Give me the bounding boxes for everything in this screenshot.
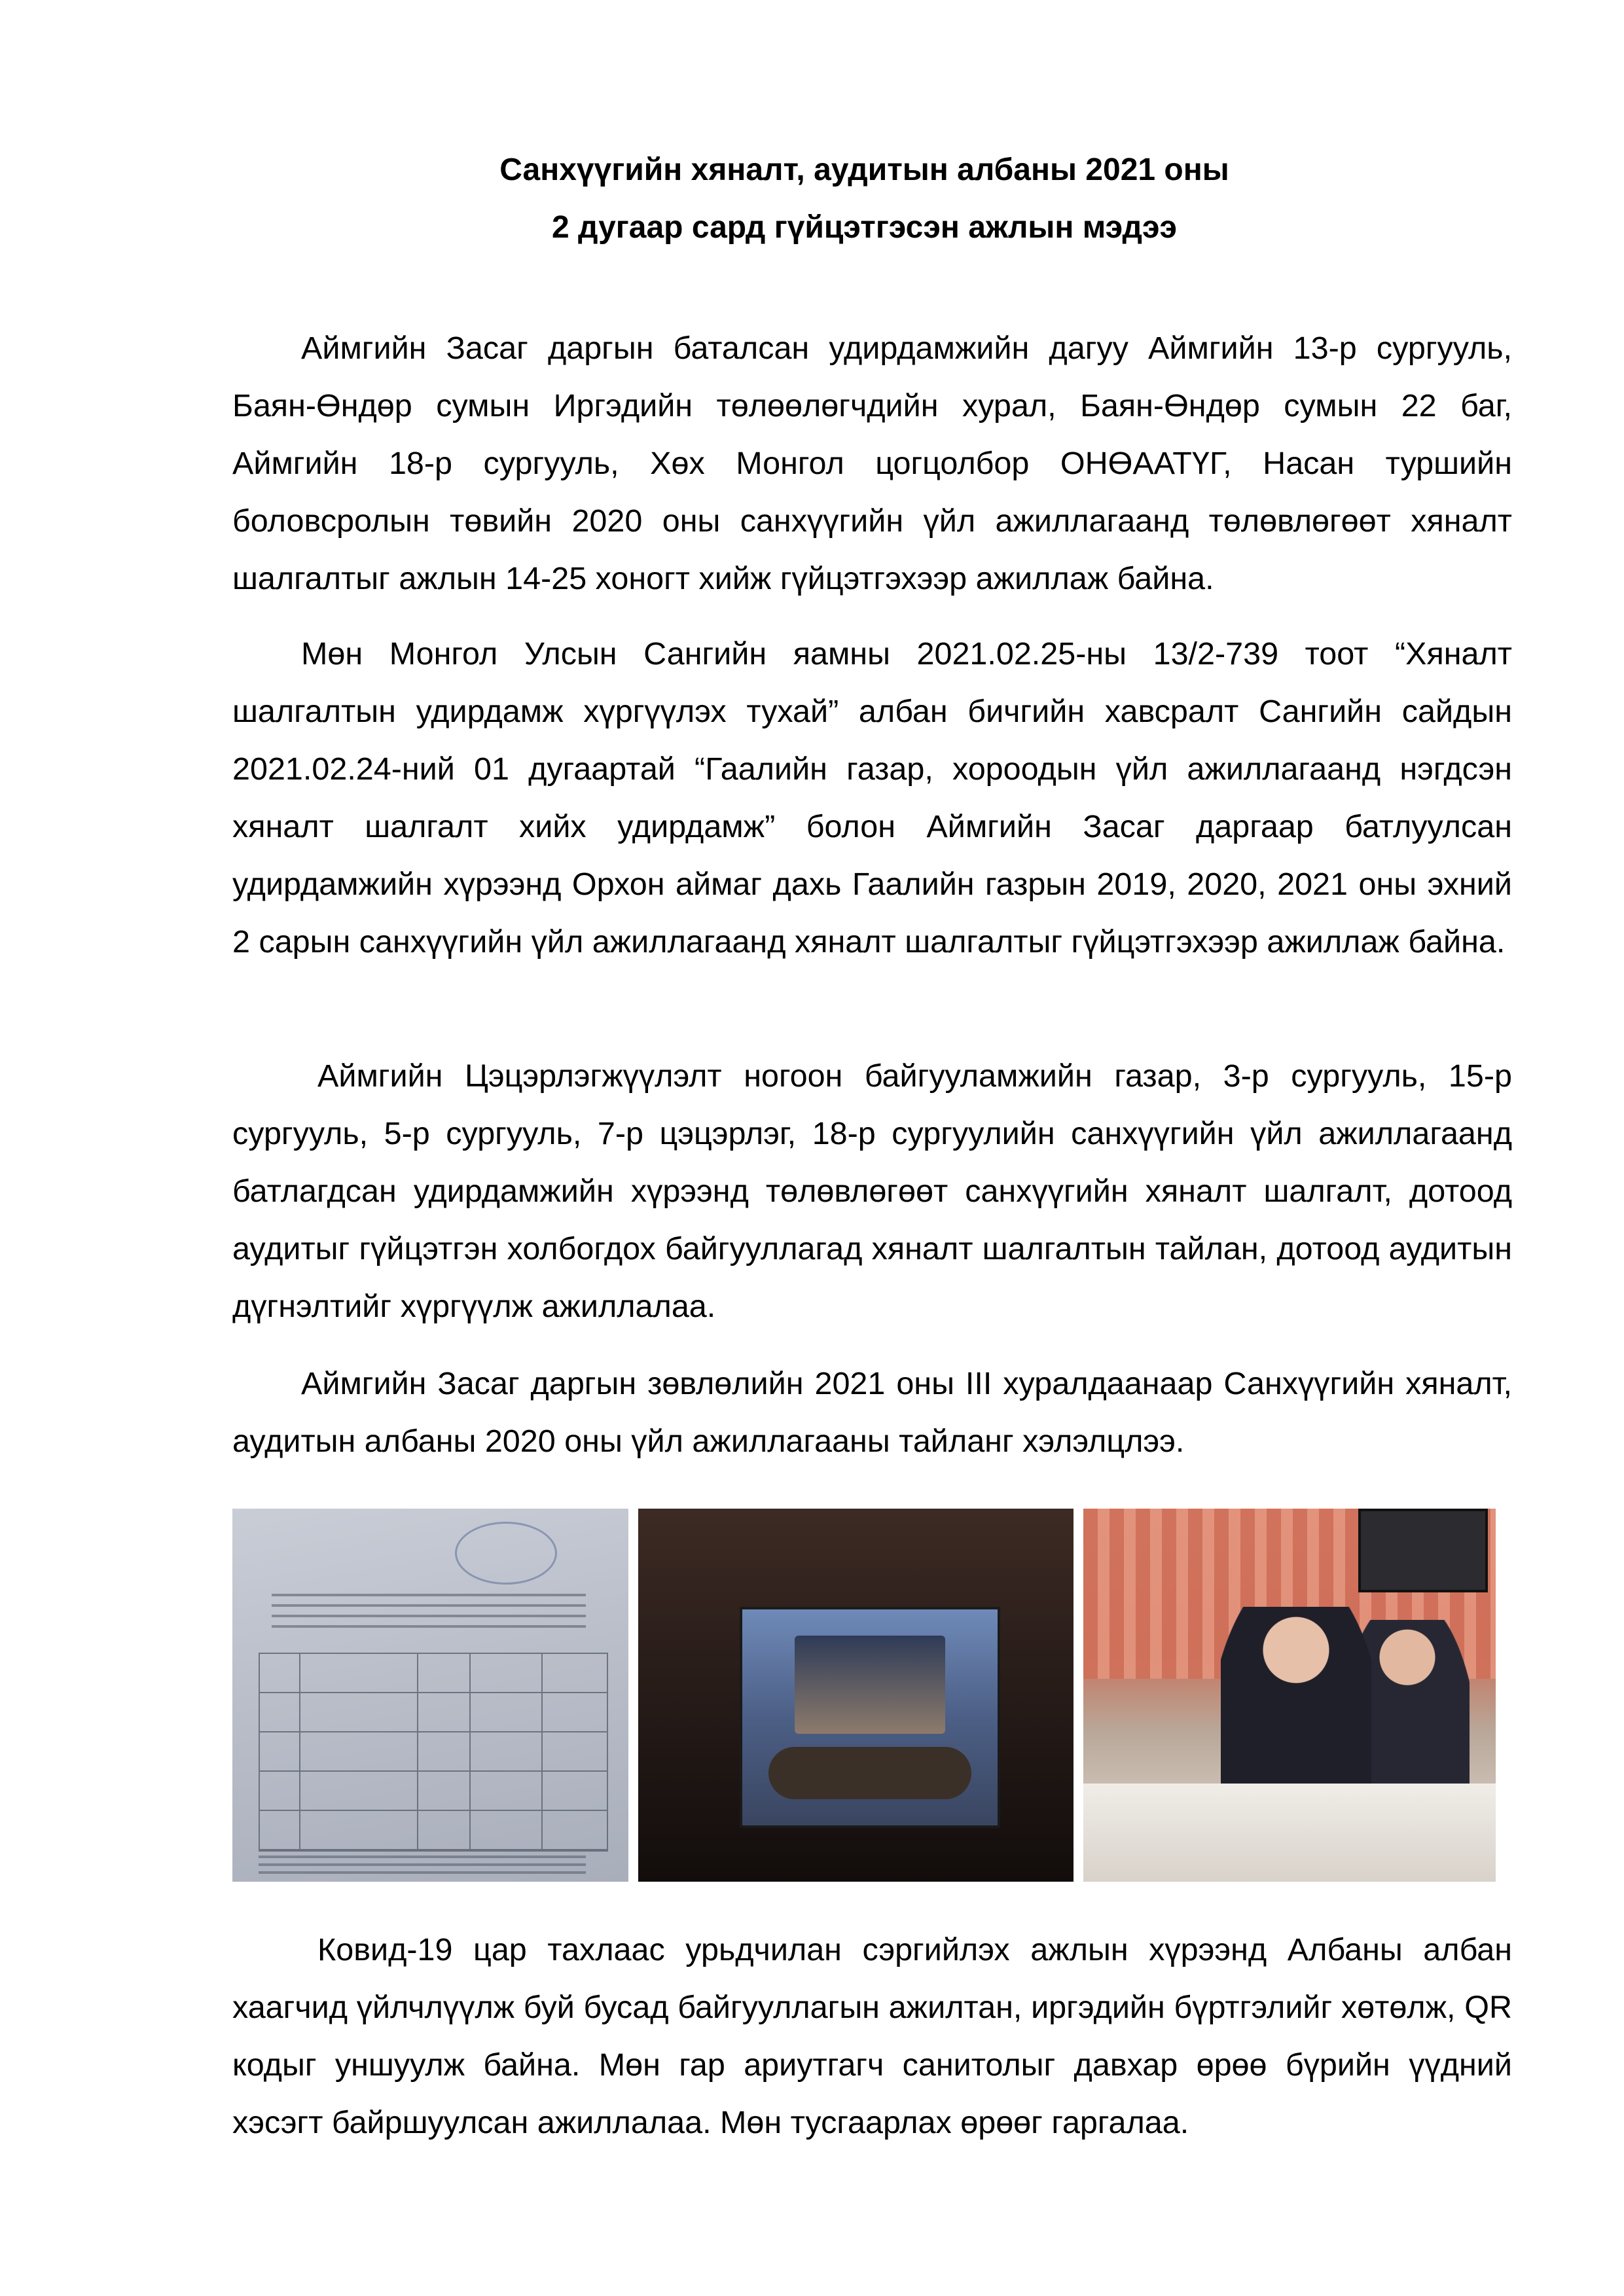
paragraph-planned-audits: Аймгийн Засаг даргын баталсан удирдамжийн дагуу Аймгийн 13-р сургууль, Баян-Өндөр сумын Иргэдийн төлөөлөгчдийн хурал, Баян-Өндөр сумын 22 баг, Аймгийн 18-р сургууль, Хөх Монгол цогцолбор ОНӨААТҮГ, Насан туршийн боловсролын төвийн 2020 оны санхүүгийн үйл ажиллагаанд төлөвлөгөөт хяналт шалгалтыг ажлын 14-25 хоногт хийж гүйцэтгэхээр ажиллаж байна.	[232, 331, 1512, 596]
participant-first	[1221, 1607, 1371, 1803]
screen-speaker	[795, 1636, 945, 1734]
meeting-desk	[1083, 1784, 1496, 1882]
scan-heading-lines	[272, 1594, 586, 1633]
document-title-line-2: 2 дугаар сард гүйцэтгэсэн ажлын мэдээ	[552, 210, 1177, 245]
paragraph-customs-inspection: Мөн Монгол Улсын Сангийн яамны 2021.02.25-ны 13/2-739 тоот “Хяналт шалгалтын удирдамж хүргүүлэх тухай” албан бичгийн хавсралт Сангийн сайдын 2021.02.24-ний 01 дугаартай “Гаалийн газар, хороодын үйл ажиллагаанд нэгдсэн хяналт шалгалт хийх удирдамж” болон Аймгийн Засаг даргаар батлуулсан удирдамжийн хүрээнд Орхон аймаг дахь Гаалийн газрын 2019, 2020, 2021 оны эхний 2 сарын санхүүгийн үйл ажиллагаанд хяналт шалгалтыг гүйцэтгэхээр ажиллаж байна.	[232, 636, 1512, 960]
stamp-mark	[455, 1522, 557, 1585]
paragraph-completed-audits: Аймгийн Цэцэрлэгжүүлэлт ногоон байгууламжийн газар, 3-р сургууль, 15-р сургууль, 5-р сургууль, 7-р цэцэрлэг, 18-р сургуулийн санхүүгийн үйл ажиллагаанд батлагдсан удирдамжийн хүрээнд төлөвлөгөөт санхүүгийн хяналт шалгалт, дотоод аудитыг гүйцэтгэн холбогдох байгууллагад хяналт шалгалтын тайлан, дотоод аудитын дүгнэлтийг хүргүүлж ажиллалаа.	[232, 1058, 1512, 1324]
paragraph-covid-measures: Ковид-19 цар тахлаас урьдчилан сэргийлэх ажлын хүрээнд Албаны албан хаагчид үйлчлүүлж буй бусад байгууллагын ажилтан, иргэдийн бүртгэлийг хөтөлж, QR кодыг уншуулж байна. Мөн гар ариутгагч санитолыг давхар өрөө бүрийн үүдний хэсэгт байршуулсан ажиллалаа. Мөн тусгаарлах өрөөг гаргалаа.	[232, 1932, 1512, 2140]
screen-meeting-table	[768, 1747, 971, 1799]
photo-scanned-agenda	[232, 1509, 628, 1882]
paragraph-council-report: Аймгийн Засаг даргын зөвлөлийн 2021 оны III хуралдаанаар Санхүүгийн хяналт, аудитын албаны 2020 оны үйл ажиллагааны тайланг хэлэлцлээ.	[232, 1366, 1512, 1459]
wall-monitor	[1358, 1509, 1488, 1592]
scan-agenda-table	[259, 1653, 608, 1852]
scan-footnote-lines	[259, 1856, 586, 1874]
document-title-line-1: Санхүүгийн хяналт, аудитын албаны 2021 оны	[499, 152, 1229, 187]
photo-video-conference-screen	[638, 1509, 1074, 1882]
projection-screen	[740, 1607, 1000, 1828]
photo-meeting-participants	[1083, 1509, 1496, 1882]
